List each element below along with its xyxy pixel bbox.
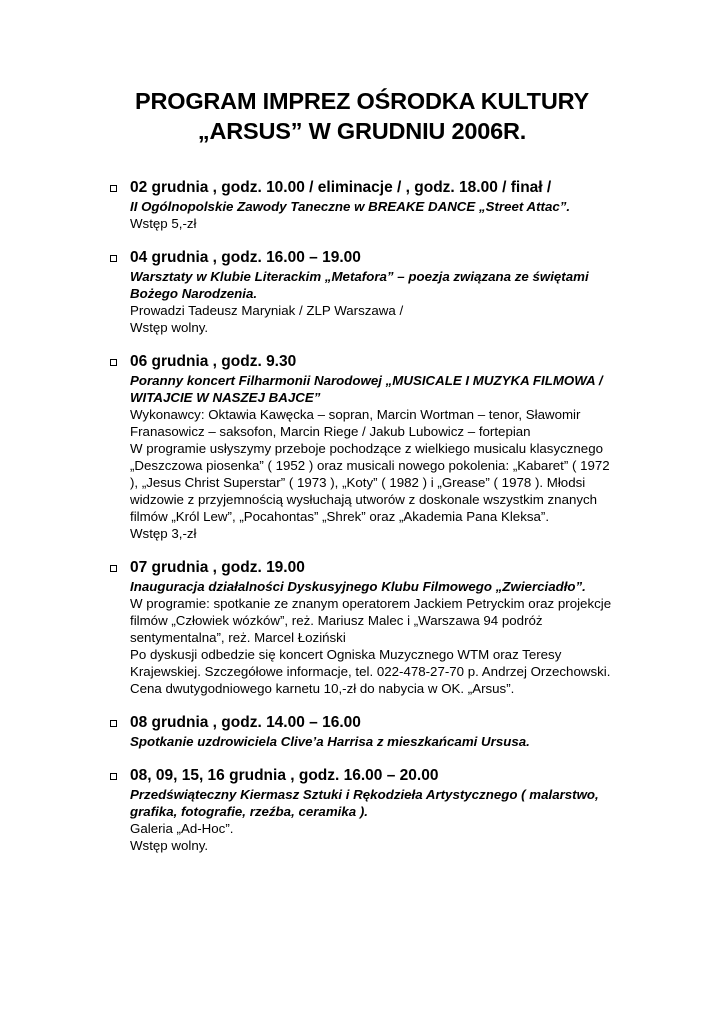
event-title-line: grafika, fotografie, rzeźba, ceramika ).: [130, 804, 368, 819]
event-item: [0, 352, 724, 542]
event-description-line: filmów „Człowiek wózków”, reż. Mariusz Malec i „Warszawa 94 podróż: [130, 613, 543, 628]
event-title: [130, 578, 724, 595]
event-description-line: Po dyskusji odbedzie się koncert Ogniska Muzycznego WTM oraz Teresy: [130, 647, 562, 662]
event-title: [130, 372, 724, 406]
event-description-line: W programie usłyszymy przeboje pochodzące z wielkiego musicalu klasycznego: [130, 441, 603, 456]
event-description-line: Wykonawcy: Oktawia Kawęcka – sopran, Marcin Wortman – tenor, Sławomir: [130, 407, 581, 422]
square-bullet-icon: [110, 185, 117, 192]
event-heading: 06 grudnia , godz. 9.30: [130, 353, 297, 370]
event-description-line: „Deszczowa piosenka” ( 1952 ) oraz musicali nowego pokolenia: „Kabaret” ( 1972: [130, 458, 610, 473]
event-description: [130, 302, 724, 336]
event-heading: 08 grudnia , godz. 14.00 – 16.00: [130, 714, 361, 731]
title-line-1: PROGRAM IMPREZ OŚRODKA KULTURY: [135, 88, 589, 114]
event-heading: 07 grudnia , godz. 19.00: [130, 559, 305, 576]
event-description-line: Prowadzi Tadeusz Maryniak / ZLP Warszawa /: [130, 303, 404, 318]
event-title-line: Inauguracja działalności Dyskusyjnego Klubu Filmowego „Zwierciadło”.: [130, 579, 586, 594]
event-title: [130, 198, 724, 215]
event-description-line: Krajewskiej. Szczegółowe informacje, tel. 022-478-27-70 p. Andrzej Orzechowski.: [130, 664, 611, 679]
event-description: [130, 215, 724, 232]
event-title-line: Poranny koncert Filharmonii Narodowej „MUSICALE I MUZYKA FILMOWA /: [130, 373, 603, 388]
event-title-line: Bożego Narodzenia.: [130, 286, 258, 301]
event-description-line: Wstęp wolny.: [130, 838, 209, 853]
event-description-line: filmów „Król Lew”, „Pocahontas” „Shrek” oraz „Akademia Pana Kleksa”.: [130, 509, 550, 524]
event-description-line: Wstęp 3,-zł: [130, 526, 197, 541]
square-bullet-icon: [110, 773, 117, 780]
square-bullet-icon: [110, 720, 117, 727]
event-title-line: Przedświąteczny Kiermasz Sztuki i Rękodzieła Artystycznego ( malarstwo,: [130, 787, 599, 802]
event-description-line: Cena dwutygodniowego karnetu 10,-zł do nabycia w OK. „Arsus”.: [130, 681, 515, 696]
event-list: [0, 178, 724, 870]
event-heading: 02 grudnia , godz. 10.00 / eliminacje / , godz. 18.00 / finał /: [130, 179, 552, 196]
event-description: [130, 406, 724, 542]
event-item: [0, 713, 724, 750]
event-title-line: Spotkanie uzdrowiciela Clive’a Harrisa z mieszkańcami Ursusa.: [130, 734, 530, 749]
event-description-line: Galeria „Ad-Hoc”.: [130, 821, 234, 836]
event-description-line: ), „Jesus Christ Superstar” ( 1973 ), „Koty” ( 1982 ) i „Grease” ( 1978 ). Młodsi: [130, 475, 586, 490]
event-item: [0, 178, 724, 232]
event-description-line: sentymentalna”, reż. Marcel Łoziński: [130, 630, 346, 645]
event-description: [130, 820, 724, 854]
page-title: [0, 86, 724, 146]
square-bullet-icon: [110, 255, 117, 262]
event-title-line: Warsztaty w Klubie Literackim „Metafora” – poezja związana ze świętami: [130, 269, 589, 284]
event-description-line: widzowie z przyjemnością wysłuchają utworów z doskonale wszystkim znanych: [130, 492, 598, 507]
event-description: [130, 595, 724, 697]
event-description-line: Wstęp wolny.: [130, 320, 209, 335]
event-title-line: WITAJCIE W NASZEJ BAJCE”: [130, 390, 321, 405]
title-line-2: „ARSUS” W GRUDNIU 2006R.: [197, 118, 527, 144]
event-item: [0, 558, 724, 697]
event-description-line: Wstęp 5,-zł: [130, 216, 197, 231]
event-heading: 08, 09, 15, 16 grudnia , godz. 16.00 – 20.00: [130, 767, 439, 784]
event-title: [130, 733, 724, 750]
event-description-line: Franasowicz – saksofon, Marcin Riege / Jakub Lubowicz – fortepian: [130, 424, 531, 439]
event-description-line: W programie: spotkanie ze znanym operatorem Jackiem Petryckim oraz projekcje: [130, 596, 612, 611]
square-bullet-icon: [110, 565, 117, 572]
event-title-line: II Ogólnopolskie Zawody Taneczne w BREAKE DANCE „Street Attac”.: [130, 199, 571, 214]
event-heading: 04 grudnia , godz. 16.00 – 19.00: [130, 249, 361, 266]
square-bullet-icon: [110, 359, 117, 366]
event-item: [0, 766, 724, 854]
event-title: [130, 786, 724, 820]
event-item: [0, 248, 724, 336]
event-title: [130, 268, 724, 302]
